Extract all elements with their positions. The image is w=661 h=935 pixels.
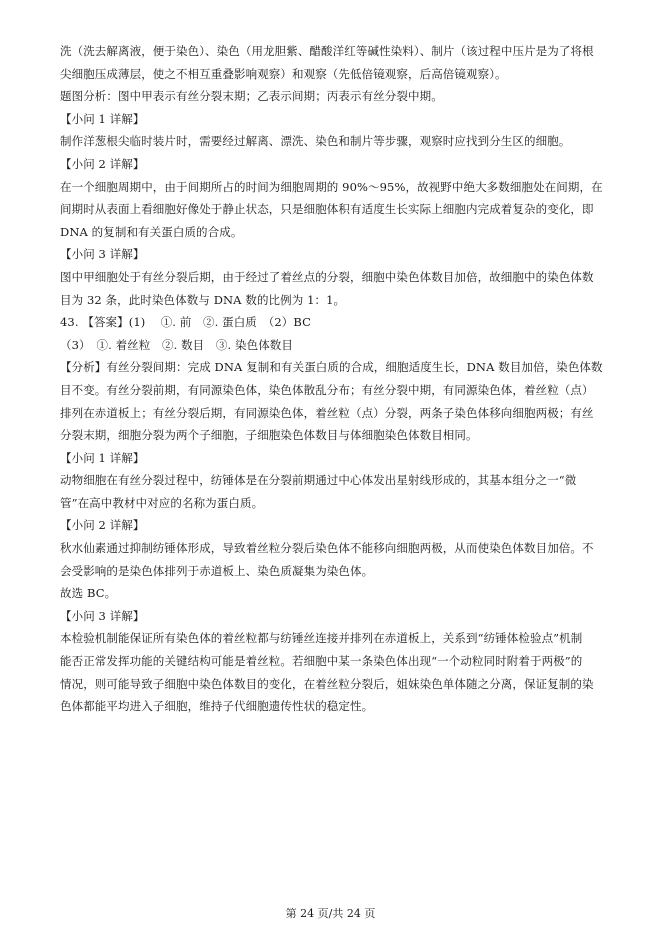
text-line: 排列在赤道板上；有丝分裂后期，有同源染色体，着丝粒（点）分裂，两条子染色体移向细胞两极；有丝	[60, 405, 594, 420]
text-line: 故选 BC。	[60, 586, 117, 601]
answer-line: 43. 【答案】(1) ①. 前 ②. 蛋白质 （2）BC	[60, 315, 312, 330]
text-line: 目为 32 条，此时染色体数与 DNA 数的比例为 1：1。	[60, 292, 346, 307]
text-line: 尖细胞压成薄层，使之不相互重叠影响观察）和观察（先低倍镜观察，后高倍镜观察）。	[60, 66, 507, 81]
text-line: 题图分析：图中甲表示有丝分裂末期；乙表示间期；丙表示有丝分裂中期。	[60, 89, 443, 104]
section-heading: 【小问 2 详解】	[60, 518, 145, 533]
text-line: 分裂末期，细胞分裂为两个子细胞，子细胞染色体数目与体细胞染色体数目相同。	[60, 428, 478, 443]
text-line: 洗（洗去解离液，便于染色）、染色（用龙胆紫、醋酸洋红等碱性染料）、制片（该过程中压片是为了将根	[60, 44, 594, 58]
text-line: 本检验机制能保证所有染色体的着丝粒都与纺锤丝连接并排列在赤道板上，关系到“纺锤体检验点”机制	[60, 631, 583, 646]
text-line: 动物细胞在有丝分裂过程中，纺锤体是在分裂前期通过中心体发出星射线形成的，其基本组分之一“微	[60, 473, 577, 488]
text-line: 【分析】有丝分裂间期：完成 DNA 复制和有关蛋白质的合成，细胞适度生长，DNA 数目加倍，染色体数	[60, 360, 603, 375]
section-heading: 【小问 2 详解】	[60, 156, 145, 171]
section-heading: 【小问 3 详解】	[60, 608, 145, 623]
section-heading: 【小问 1 详解】	[60, 450, 145, 465]
answer-line: （3） ①. 着丝粒 ②. 数目 ③. 染色体数目	[60, 337, 293, 352]
page-footer: 第 24 页/共 24 页	[285, 907, 376, 920]
text-line: 目不变。有丝分裂前期，有同源染色体，染色体散乱分布；有丝分裂中期，有同源染色体，着丝粒（点）	[60, 382, 594, 397]
text-line: 会受影响的是染色体排列于赤道板上、染色质凝集为染色体。	[60, 563, 374, 578]
text-line: 间期时从表面上看细胞好像处于静止状态，只是细胞体积有适度生长实际上细胞内完成着复杂的变化，即	[60, 202, 594, 217]
section-heading: 【小问 3 详解】	[60, 247, 145, 262]
text-line: 图中甲细胞处于有丝分裂后期，由于经过了着丝点的分裂，细胞中染色体数目加倍，故细胞中的染色体数	[60, 269, 594, 284]
text-line: 秋水仙素通过抑制纺锤体形成，导致着丝粒分裂后染色体不能移向细胞两极，从而使染色体数目加倍。不	[60, 541, 594, 556]
section-heading: 【小问 1 详解】	[60, 111, 145, 126]
document-body	[60, 40, 605, 718]
text-line: 能否正常发挥功能的关键结构可能是着丝粒。若细胞中某一条染色体出现“一个动粒同时附着于两极”的	[60, 654, 583, 669]
text-line: 管”在高中教材中对应的名称为蛋白质。	[60, 495, 264, 510]
text-line: 情况，则可能导致子细胞中染色体数目的变化，在着丝粒分裂后，姐妹染色单体随之分离，保证复制的染	[60, 676, 594, 691]
text-line: 制作洋葱根尖临时装片时，需要经过解离、漂洗、染色和制片等步骤，观察时应找到分生区的细胞。	[60, 134, 571, 149]
text-line: DNA 的复制和有关蛋白质的合成。	[60, 224, 243, 239]
text-line: 色体都能平均进入子细胞，维持子代细胞遗传性状的稳定性。	[60, 699, 374, 714]
text-line: 在一个细胞周期中，由于间期所占的时间为细胞周期的 90%～95%，故视野中绝大多数细胞处在间期，在	[60, 179, 603, 194]
